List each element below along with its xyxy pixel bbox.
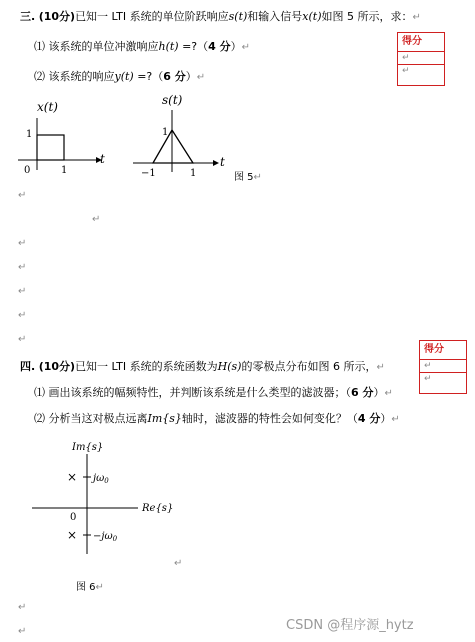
x-t-title: x(t) <box>37 100 58 114</box>
q3-sub2-fn: y(t) <box>114 70 134 83</box>
paragraph-mark: ↵ <box>18 286 27 297</box>
q3-sub1-prefix: ⑴ 该系统的单位冲激响应 <box>34 40 159 53</box>
paragraph-mark: ↵ <box>424 361 432 371</box>
paragraph-mark: ↵ <box>95 582 104 593</box>
paragraph-mark: ↵ <box>402 66 410 76</box>
paragraph-mark: ↵ <box>241 42 251 53</box>
score-box-title: 得分 <box>398 33 444 52</box>
x-t-x-tick-1: 1 <box>61 165 68 176</box>
paragraph-mark: ↵ <box>174 558 183 569</box>
q4-text-b: 的零极点分布如图 6 所示， <box>241 360 377 373</box>
paragraph-mark: ↵ <box>18 262 27 273</box>
q3-sub1 <box>34 38 250 54</box>
score-box-title: 得分 <box>420 341 466 360</box>
q3-figure-caption: 图 5 <box>234 172 254 183</box>
q4-score: (10分) <box>38 360 76 373</box>
q3-number: 三. <box>20 10 36 23</box>
q4-figure-caption: 图 6 <box>76 582 96 593</box>
pole-bottom-label-main: −jω <box>93 531 113 542</box>
x-t-pulse <box>37 135 64 160</box>
q3-x-t: x(t) <box>302 10 322 23</box>
pole-top-label-sub: 0 <box>104 477 109 485</box>
pole-bottom-label <box>93 531 118 543</box>
paragraph-mark: ↵ <box>18 190 27 201</box>
q4-sub2-end: ） <box>380 412 392 425</box>
q4-sub2 <box>34 410 400 426</box>
q4-sub1-score: 6 分 <box>351 386 374 399</box>
q4-sub1-text: ⑴ 画出该系统的幅频特性，并判断该系统是什么类型的滤波器；（ <box>34 386 351 399</box>
q3-sub2-prefix: ⑵ 该系统的响应 <box>34 70 115 83</box>
origin-label: 0 <box>70 512 77 523</box>
paragraph-mark: ↵ <box>18 626 27 637</box>
paragraph-mark: ↵ <box>253 172 262 183</box>
s-t-x-tick-pos: 1 <box>190 168 197 179</box>
re-axis-label: Re{s} <box>142 503 174 514</box>
pole-bottom-marker: × <box>67 528 78 542</box>
q3-sub1-end: ） <box>230 40 242 53</box>
figure-6 <box>0 436 475 576</box>
q3-sub2 <box>34 68 205 84</box>
paragraph-mark: ↵ <box>424 374 432 384</box>
paragraph-mark: ↵ <box>92 214 101 225</box>
q3-score-box <box>397 32 445 86</box>
q4-figure-caption-line <box>76 578 104 593</box>
q3-text-c: 如图 5 所示，求： <box>321 10 413 23</box>
pole-top-marker: × <box>67 470 78 484</box>
csdn-watermark: CSDN @程序源_hytz <box>286 618 414 633</box>
q4-h-s: H(s) <box>217 360 242 373</box>
paragraph-mark: ↵ <box>391 414 400 425</box>
pole-bottom-label-sub: 0 <box>112 535 118 543</box>
paragraph-mark: ↵ <box>18 602 27 613</box>
pole-top-label-main: jω <box>93 473 105 484</box>
paragraph-mark: ↵ <box>376 362 385 373</box>
q4-sub1 <box>34 384 393 400</box>
x-t-axis-label: t <box>100 152 105 166</box>
q3-figure-caption-line <box>234 168 262 183</box>
score-box-row <box>398 52 444 65</box>
s-t-x-tick-neg: −1 <box>141 168 156 179</box>
x-t-y-tick: 1 <box>26 129 33 140</box>
paragraph-mark: ↵ <box>18 310 27 321</box>
paragraph-mark: ↵ <box>196 72 206 83</box>
q3-text-b: 和输入信号 <box>247 10 303 23</box>
figure-5 <box>0 90 475 290</box>
paragraph-mark: ↵ <box>412 12 421 23</box>
q3-sub2-score: 6 分 <box>163 70 186 83</box>
q3-sub1-fn: h(t) <box>158 40 179 53</box>
im-axis-label: Im{s} <box>72 442 104 453</box>
x-t-x-tick-0: 0 <box>24 165 31 176</box>
q4-sub2-suffix: 轴时，滤波器的特性会如何变化？（ <box>181 412 358 425</box>
q4-title-line <box>20 358 385 374</box>
q3-sub2-end: ） <box>185 70 197 83</box>
s-t-triangle <box>153 130 193 163</box>
q4-text-a: 已知一 LTI 系统的系统函数为 <box>75 360 218 373</box>
s-t-axis-label: t <box>220 155 225 169</box>
q4-sub2-prefix: ⑵ 分析当这对极点远离 <box>34 412 148 425</box>
score-box-row <box>420 360 466 373</box>
score-box-row <box>420 373 466 385</box>
q3-title-line <box>20 8 421 24</box>
s-t-title: s(t) <box>162 93 183 107</box>
q3-score: (10分) <box>38 10 76 23</box>
q4-number: 四. <box>20 360 36 373</box>
q3-sub1-score: 4 分 <box>208 40 231 53</box>
paragraph-mark: ↵ <box>18 238 27 249</box>
q3-s-t: s(t) <box>228 10 248 23</box>
score-box-row <box>398 65 444 77</box>
paragraph-mark: ↵ <box>18 334 27 345</box>
q3-sub2-suffix: =?（ <box>133 70 164 83</box>
q4-sub2-score: 4 分 <box>357 412 381 425</box>
q3-sub1-suffix: =?（ <box>178 40 209 53</box>
s-t-y-tick: 1 <box>162 127 169 138</box>
q4-sub2-im: Im{s} <box>147 412 182 425</box>
plot-s-t <box>133 93 225 179</box>
s-t-x-arrow <box>213 160 219 166</box>
q4-sub1-end: ） <box>373 386 385 399</box>
plot-x-t <box>18 100 105 176</box>
paragraph-mark: ↵ <box>384 388 393 399</box>
q4-score-box <box>419 340 467 394</box>
q3-text-a: 已知一 LTI 系统的单位阶跃响应 <box>75 10 229 23</box>
paragraph-mark: ↵ <box>402 53 410 63</box>
pole-top-label <box>91 473 109 485</box>
